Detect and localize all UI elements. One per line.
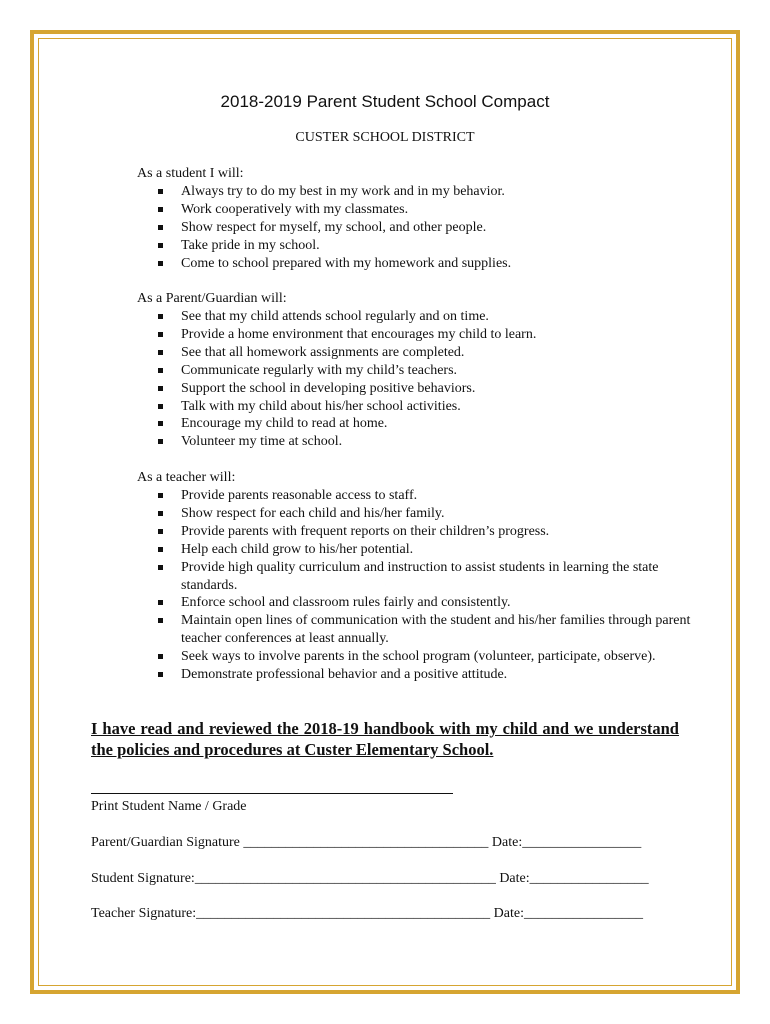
- list-item: Talk with my child about his/her school activities.: [137, 398, 697, 416]
- square-bullet-icon: [158, 439, 163, 444]
- square-bullet-icon: [158, 314, 163, 319]
- square-bullet-icon: [158, 350, 163, 355]
- student-signature-row[interactable]: Student Signature:___________________________________________ Date:_________________: [91, 871, 649, 886]
- square-bullet-icon: [158, 654, 163, 659]
- district-name: CUSTER SCHOOL DISTRICT: [295, 130, 475, 145]
- section-heading: As a teacher will:: [137, 470, 236, 485]
- student-section: [137, 165, 697, 273]
- square-bullet-icon: [158, 243, 163, 248]
- square-bullet-icon: [158, 189, 163, 194]
- list-item: Enforce school and classroom rules fairly and consistently.: [137, 594, 697, 612]
- list-item: Seek ways to involve parents in the school program (volunteer, participate, observe).: [137, 648, 697, 666]
- section-heading: As a student I will:: [137, 166, 244, 181]
- square-bullet-icon: [158, 565, 163, 570]
- list-item: Maintain open lines of communication with the student and his/her families through parent teacher conferences at least annually.: [137, 612, 697, 648]
- list-item: Provide high quality curriculum and instruction to assist students in learning the state standards.: [137, 559, 697, 595]
- section-heading: As a Parent/Guardian will:: [137, 291, 287, 306]
- square-bullet-icon: [158, 618, 163, 623]
- teacher-list: [137, 487, 697, 684]
- list-item: Volunteer my time at school.: [137, 433, 697, 451]
- list-item: Show respect for myself, my school, and other people.: [137, 219, 697, 237]
- square-bullet-icon: [158, 332, 163, 337]
- square-bullet-icon: [158, 672, 163, 677]
- square-bullet-icon: [158, 529, 163, 534]
- list-item: Demonstrate professional behavior and a positive attitude.: [137, 666, 697, 684]
- square-bullet-icon: [158, 207, 163, 212]
- list-item: Come to school prepared with my homework and supplies.: [137, 255, 697, 273]
- list-item: See that my child attends school regularly and on time.: [137, 308, 697, 326]
- list-item: Encourage my child to read at home.: [137, 415, 697, 433]
- list-item: Support the school in developing positive behaviors.: [137, 380, 697, 398]
- list-item: Provide a home environment that encourages my child to learn.: [137, 326, 697, 344]
- square-bullet-icon: [158, 386, 163, 391]
- list-item: Work cooperatively with my classmates.: [137, 201, 697, 219]
- acknowledgement-statement: I have read and reviewed the 2018-19 handbook with my child and we understand the policies and procedures at Custer Elementary School.: [91, 719, 679, 759]
- square-bullet-icon: [158, 493, 163, 498]
- list-item: Always try to do my best in my work and in my behavior.: [137, 183, 697, 201]
- list-item: Show respect for each child and his/her family.: [137, 505, 697, 523]
- print-name-label: Print Student Name / Grade: [91, 799, 247, 814]
- list-item: See that all homework assignments are completed.: [137, 344, 697, 362]
- square-bullet-icon: [158, 421, 163, 426]
- list-item: Provide parents with frequent reports on their children’s progress.: [137, 523, 697, 541]
- teacher-signature-row[interactable]: Teacher Signature:__________________________________________ Date:_________________: [91, 906, 643, 921]
- list-item: Help each child grow to his/her potential.: [137, 541, 697, 559]
- square-bullet-icon: [158, 600, 163, 605]
- student-list: [137, 183, 697, 273]
- parent-section: [137, 290, 697, 451]
- list-item: Communicate regularly with my child’s teachers.: [137, 362, 697, 380]
- square-bullet-icon: [158, 547, 163, 552]
- square-bullet-icon: [158, 225, 163, 230]
- teacher-section: [137, 469, 697, 684]
- square-bullet-icon: [158, 261, 163, 266]
- square-bullet-icon: [158, 404, 163, 409]
- square-bullet-icon: [158, 511, 163, 516]
- square-bullet-icon: [158, 368, 163, 373]
- list-item: Take pride in my school.: [137, 237, 697, 255]
- list-item: Provide parents reasonable access to staff.: [137, 487, 697, 505]
- document-title: 2018-2019 Parent Student School Compact: [220, 92, 550, 111]
- print-name-line[interactable]: [91, 793, 453, 794]
- parent-signature-row[interactable]: Parent/Guardian Signature ___________________________________ Date:_________________: [91, 835, 642, 850]
- parent-list: [137, 308, 697, 451]
